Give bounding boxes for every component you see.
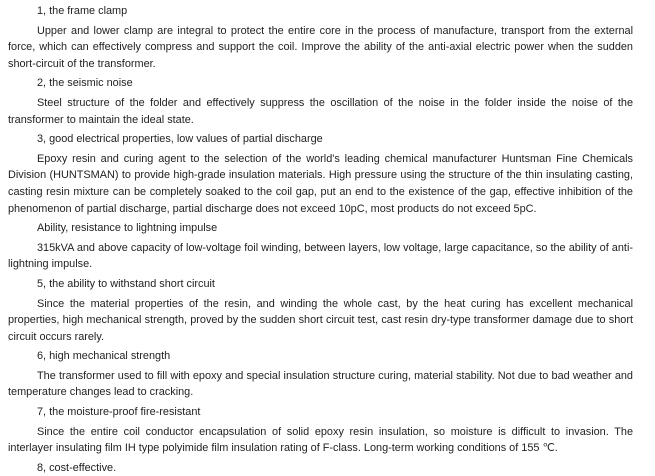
section-body-frame-clamp: Upper and lower clamp are integral to protect the entire core in the process of manufacture, transport from the external force, which can effectively compress and support the coil. Improve the ability of the anti-axial electric power when the sudden short-circuit of the transformer. bbox=[8, 24, 633, 70]
section-body-seismic-noise: Steel structure of the folder and effectively suppress the oscillation of the noise in the folder inside the noise of the transformer to maintain the ideal state. bbox=[8, 96, 633, 126]
section-body-moisture-proof: Since the entire coil conductor encapsulation of solid epoxy resin insulation, so moisture is difficult to invasion. The interlayer insulating film IH type polyimide film insulation rating of F-class. Long-term working conditions of 155 ℃. bbox=[8, 425, 633, 455]
section-heading-electrical-properties: 3, good electrical properties, low values of partial discharge bbox=[37, 133, 323, 146]
section-heading-seismic-noise: 2, the seismic noise bbox=[37, 77, 133, 90]
section-body-lightning-impulse: 315kVA and above capacity of low-voltage foil winding, between layers, low voltage, large capacitance, so the ability of anti-lightning impulse. bbox=[8, 241, 633, 271]
section-heading-short-circuit: 5, the ability to withstand short circuit bbox=[37, 277, 215, 290]
section-heading-mechanical-strength: 6, high mechanical strength bbox=[37, 350, 171, 363]
section-body-short-circuit: Since the material properties of the resin, and winding the whole cast, by the heat curing has excellent mechanical properties, high mechanical strength, proved by the sudden short circuit test, cast resin dry-type transformer damage due to short circuit occurs rarely. bbox=[8, 297, 633, 343]
section-heading-moisture-proof: 7, the moisture-proof fire-resistant bbox=[37, 406, 201, 419]
section-body-mechanical-strength: The transformer used to fill with epoxy and special insulation structure curing, material stability. Not due to bad weather and temperature changes lead to cracking. bbox=[8, 369, 633, 399]
section-body-electrical-properties: Epoxy resin and curing agent to the selection of the world's leading chemical manufacturer Huntsman Fine Chemicals Division (HUNTSMAN) to provide high-grade insulation materials. High pressure using the structure of the thin insulating casting, casting resin mixture can be completely soaked to the coil gap, put an end to the existence of the gap, effective inhibition of the phenomenon of partial discharge, partial discharge does not exceed 10pC, most products do not exceed 5pC. bbox=[8, 152, 633, 215]
section-heading-lightning-impulse: Ability, resistance to lightning impulse bbox=[37, 222, 218, 235]
section-heading-cost-effective: 8, cost-effective. bbox=[37, 461, 117, 474]
section-heading-frame-clamp: 1, the frame clamp bbox=[37, 5, 128, 17]
